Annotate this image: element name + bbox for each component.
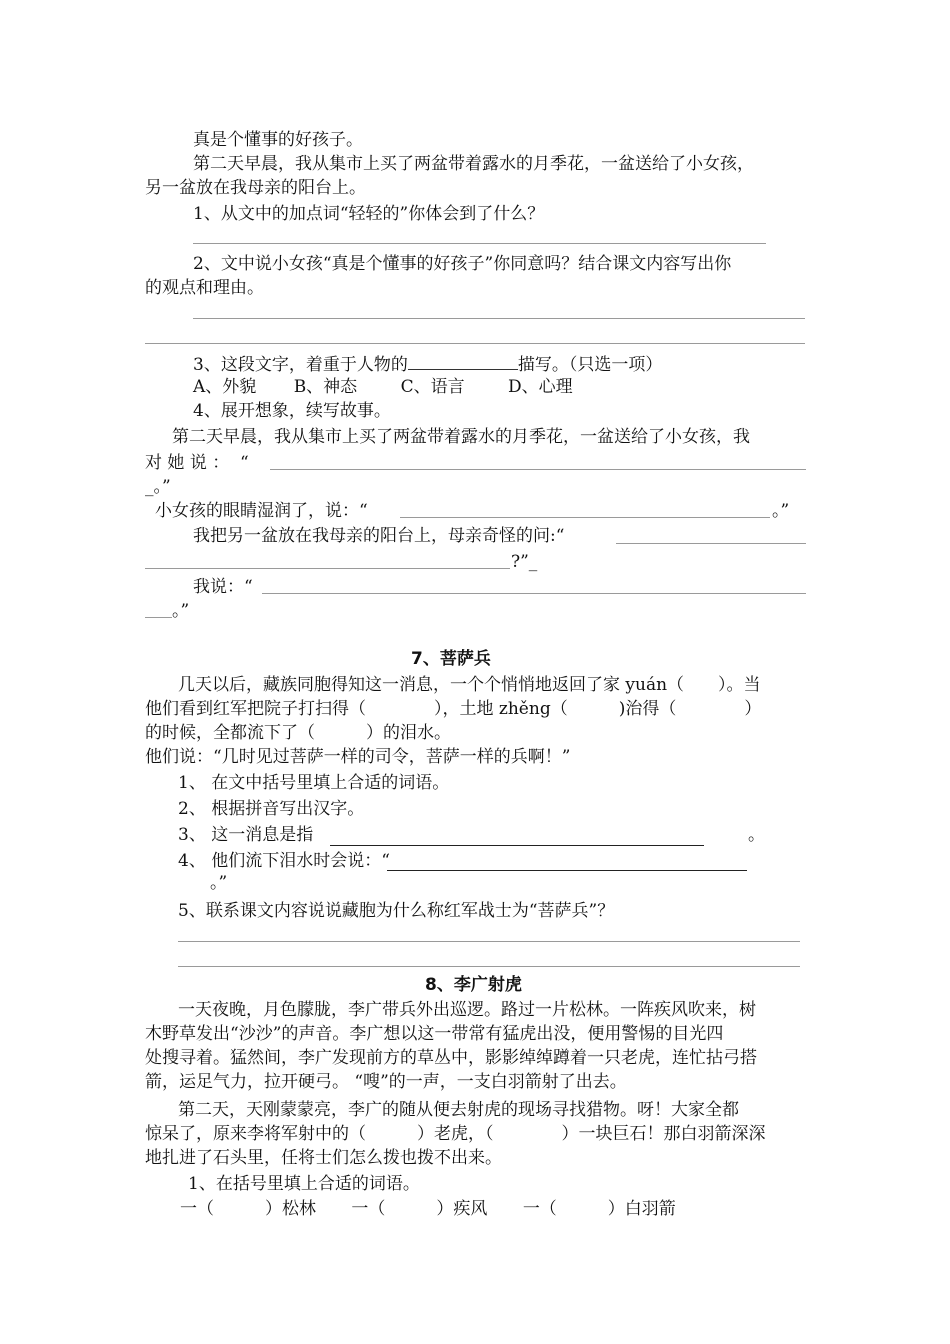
answer-line	[400, 517, 770, 518]
text-line: 小女孩的眼睛湿润了，说：“	[155, 501, 368, 521]
answer-line	[193, 243, 766, 244]
question-3: 3、 这一消息是指	[178, 825, 314, 845]
text-line: 第二天早晨，我从集市上买了两盆带着露水的月季花，一盆送给了小女孩，我	[172, 427, 750, 447]
option-a: A、外貌	[193, 377, 257, 397]
section-title: 7、菩萨兵	[411, 649, 491, 669]
answer-line	[178, 966, 800, 967]
fill-blank	[408, 351, 518, 370]
text-line: 。”	[772, 501, 790, 521]
fill-item: 一（ ）疾风	[351, 1199, 488, 1219]
text-line: 真是个懂事的好孩子。	[193, 130, 363, 150]
question-2: 2、文中说小女孩“真是个懂事的好孩子”你同意吗？结合课文内容写出你	[193, 254, 732, 274]
char: “	[240, 453, 249, 473]
text-line: 第二天，天刚蒙蒙亮，李广的随从便去射虎的现场寻找猎物。呀！大家全都	[178, 1100, 739, 1120]
char: 对	[145, 453, 162, 473]
answer-line	[387, 870, 747, 871]
question-3	[193, 351, 662, 377]
text-line: 惊呆了，原来李将军射中的（ ）老虎，（ ）一块巨石！那白羽箭深深	[145, 1124, 766, 1144]
answer-line	[270, 469, 806, 470]
option-b: B、神态	[293, 377, 358, 397]
text-line: 。”	[210, 873, 228, 893]
text-line: 我说：“	[193, 577, 253, 597]
fill-item: 一（ ）松林	[180, 1199, 316, 1219]
question-1: 1、 在文中括号里填上合适的词语。	[178, 773, 450, 793]
option-c: C、语言	[400, 377, 465, 397]
text-line: 的时候，全都流下了（ ）的泪水。	[145, 723, 451, 743]
options-row	[180, 1197, 676, 1221]
text-line: 他们看到红军把院子打扫得（ ），土地 zhěng（ )治得（ ）	[145, 699, 762, 719]
option-d: D、心理	[508, 377, 573, 397]
question-2: 2、 根据拼音写出汉字。	[178, 799, 365, 819]
answer-line	[193, 318, 805, 319]
answer-line	[145, 568, 510, 569]
answer-line	[145, 343, 805, 344]
answer-line	[145, 617, 172, 618]
char: 说	[189, 453, 207, 473]
text-line: 箭，运足气力，拉开硬弓。 “嗖”的一声，一支白羽箭射了出去。	[145, 1072, 627, 1092]
text-line: 地扎进了石头里，任将士们怎么拨也拨不出来。	[145, 1148, 502, 1168]
answer-line	[616, 543, 806, 544]
text-line: 他们说：“几时见过菩萨一样的司令，菩萨一样的兵啊！”	[145, 747, 571, 767]
fill-item: 一（ ）白羽箭	[522, 1199, 676, 1219]
text-line: 木野草发出“沙沙”的声音。李广想以这一带常有猛虎出没，便用警惕的目光四	[145, 1024, 724, 1044]
section-title: 8、李广射虎	[425, 975, 522, 995]
answer-line	[330, 845, 704, 846]
text-line: ?”_	[511, 552, 538, 572]
text-line: 处搜寻着。猛然间，李广发现前方的草丛中，影影绰绰蹲着一只老虎，连忙拈弓搭	[145, 1048, 757, 1068]
text-line: 另一盆放在我母亲的阳台上。	[145, 178, 366, 198]
text-line: _。”	[145, 477, 171, 497]
text-line: 我把另一盆放在我母亲的阳台上，母亲奇怪的问:“	[193, 526, 565, 546]
question-1: 1、在括号里填上合适的词语。	[188, 1174, 420, 1194]
text-line: 几天以后，藏族同胞得知这一消息，一个个悄悄地返回了家 yuán（ ）。当	[178, 675, 761, 695]
question-3-text: 3、这段文字，着重于人物的	[193, 355, 408, 375]
text-line	[145, 451, 249, 475]
question-4: 4、展开想象，续写故事。	[193, 401, 391, 421]
question-4: 4、 他们流下泪水时会说：“	[178, 851, 390, 871]
question-2-cont: 的观点和理由。	[145, 278, 264, 298]
char: 她	[167, 453, 185, 473]
question-3-text-end: 描写。（只选一项）	[517, 355, 663, 375]
question-5: 5、联系课文内容说说藏胞为什么称红军战士为“菩萨兵”？	[178, 901, 615, 921]
char: ：	[212, 453, 230, 473]
options-row	[193, 375, 573, 399]
question-1: 1、从文中的加点词“轻轻的”你体会到了什么？	[193, 204, 545, 224]
answer-line	[262, 593, 806, 594]
text-line: 第二天早晨，我从集市上买了两盆带着露水的月季花，一盆送给了小女孩，	[193, 154, 754, 174]
text-line: 。	[748, 825, 765, 845]
answer-line	[178, 941, 800, 942]
text-line: 一天夜晚，月色朦胧，李广带兵外出巡逻。路过一片松林。一阵疾风吹来，树	[178, 1000, 756, 1020]
text-line: 。”	[172, 601, 190, 621]
